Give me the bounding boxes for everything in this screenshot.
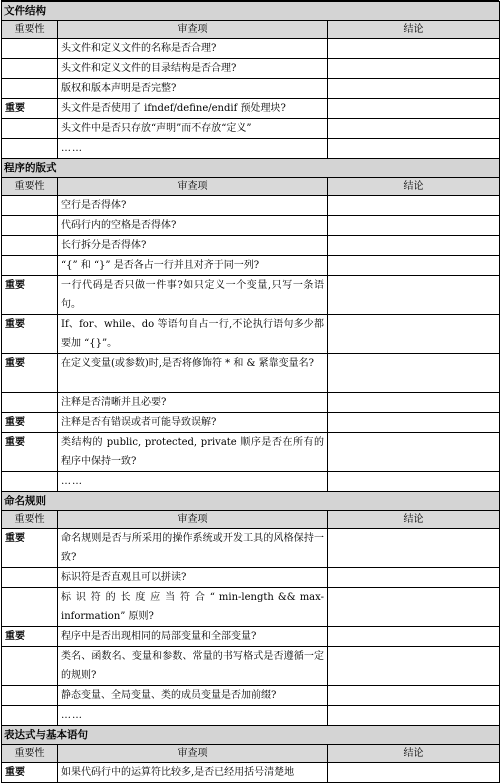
checklist-row xyxy=(2,686,500,706)
header-item: 审查项 xyxy=(58,511,328,529)
header-conclusion: 结论 xyxy=(328,511,500,529)
code-review-checklist-table xyxy=(1,1,500,783)
importance-cell xyxy=(2,39,58,59)
importance-cell: 重要 xyxy=(2,763,58,783)
checklist-row xyxy=(2,706,500,726)
column-header-row xyxy=(2,511,500,529)
conclusion-cell[interactable] xyxy=(328,763,500,783)
conclusion-cell[interactable] xyxy=(328,99,500,119)
review-item-cell: …… xyxy=(58,706,328,726)
checklist-row xyxy=(2,216,500,236)
header-item: 审查项 xyxy=(58,745,328,763)
header-importance: 重要性 xyxy=(2,178,58,196)
conclusion-cell[interactable] xyxy=(328,568,500,588)
conclusion-cell[interactable] xyxy=(328,39,500,59)
conclusion-cell[interactable] xyxy=(328,139,500,159)
importance-cell xyxy=(2,59,58,79)
review-item-cell: 头文件和定义文件的目录结构是否合理? xyxy=(58,59,328,79)
conclusion-cell[interactable] xyxy=(328,413,500,433)
review-item-cell: 头文件中是否只存放“声明”而不存放“定义” xyxy=(58,119,328,139)
importance-cell xyxy=(2,647,58,686)
review-item-cell: 标识符是否直观且可以拼读? xyxy=(58,568,328,588)
importance-cell xyxy=(2,686,58,706)
importance-cell xyxy=(2,79,58,99)
review-item-cell: 静态变量、全局变量、类的成员变量是否加前缀? xyxy=(58,686,328,706)
checklist-row xyxy=(2,119,500,139)
importance-cell xyxy=(2,119,58,139)
review-item-cell: 命名规则是否与所采用的操作系统或开发工具的风格保持一致? xyxy=(58,529,328,568)
checklist-row xyxy=(2,354,500,393)
importance-cell: 重要 xyxy=(2,529,58,568)
conclusion-cell[interactable] xyxy=(328,686,500,706)
review-item-cell: …… xyxy=(58,472,328,492)
importance-cell: 重要 xyxy=(2,99,58,119)
header-conclusion: 结论 xyxy=(328,178,500,196)
importance-cell: 重要 xyxy=(2,354,58,393)
importance-cell xyxy=(2,236,58,256)
review-item-cell: 程序中是否出现相同的局部变量和全部变量? xyxy=(58,627,328,647)
checklist-row xyxy=(2,627,500,647)
conclusion-cell[interactable] xyxy=(328,216,500,236)
section-title: 文件结构 xyxy=(2,2,500,21)
conclusion-cell[interactable] xyxy=(328,236,500,256)
checklist-row xyxy=(2,256,500,276)
section-title: 表达式与基本语句 xyxy=(2,726,500,745)
review-checklist-page xyxy=(1,0,499,783)
review-item-cell: 空行是否得体? xyxy=(58,196,328,216)
review-item-cell: 标 识 符 的 长 度 应 当 符 合 “ min-length && max-information” 原则? xyxy=(58,588,328,627)
importance-cell: 重要 xyxy=(2,315,58,354)
section-title-row xyxy=(2,726,500,745)
conclusion-cell[interactable] xyxy=(328,119,500,139)
importance-cell xyxy=(2,256,58,276)
review-item-cell: 类结构的 public, protected, private 顺序是否在所有的程序中保持一致? xyxy=(58,433,328,472)
conclusion-cell[interactable] xyxy=(328,256,500,276)
review-item-cell: 头文件是否使用了 ifndef/define/endif 预处理块? xyxy=(58,99,328,119)
section-title-row xyxy=(2,159,500,178)
importance-cell: 重要 xyxy=(2,433,58,472)
conclusion-cell[interactable] xyxy=(328,393,500,413)
checklist-row xyxy=(2,472,500,492)
review-item-cell: “{” 和 “}” 是否各占一行并且对齐于同一列? xyxy=(58,256,328,276)
importance-cell xyxy=(2,393,58,413)
checklist-row xyxy=(2,433,500,472)
section-title-row xyxy=(2,2,500,21)
header-item: 审查项 xyxy=(58,178,328,196)
checklist-row xyxy=(2,99,500,119)
importance-cell xyxy=(2,139,58,159)
conclusion-cell[interactable] xyxy=(328,276,500,315)
column-header-row xyxy=(2,745,500,763)
checklist-row xyxy=(2,59,500,79)
checklist-row xyxy=(2,529,500,568)
importance-cell xyxy=(2,568,58,588)
conclusion-cell[interactable] xyxy=(328,472,500,492)
conclusion-cell[interactable] xyxy=(328,627,500,647)
importance-cell xyxy=(2,472,58,492)
checklist-row xyxy=(2,588,500,627)
conclusion-cell[interactable] xyxy=(328,529,500,568)
checklist-row xyxy=(2,196,500,216)
checklist-row xyxy=(2,236,500,256)
review-item-cell: 一行代码是否只做一件事?如只定义一个变量,只写一条语句。 xyxy=(58,276,328,315)
conclusion-cell[interactable] xyxy=(328,354,500,393)
conclusion-cell[interactable] xyxy=(328,196,500,216)
importance-cell xyxy=(2,196,58,216)
checklist-row xyxy=(2,647,500,686)
importance-cell: 重要 xyxy=(2,413,58,433)
conclusion-cell[interactable] xyxy=(328,647,500,686)
header-conclusion: 结论 xyxy=(328,21,500,39)
checklist-row xyxy=(2,315,500,354)
checklist-row xyxy=(2,413,500,433)
review-item-cell: 类名、函数名、变量和参数、常量的书写格式是否遵循一定的规则? xyxy=(58,647,328,686)
review-item-cell: 在定义变量(或参数)时,是否将修饰符 * 和 & 紧靠变量名? xyxy=(58,354,328,393)
importance-cell: 重要 xyxy=(2,627,58,647)
review-item-cell: 注释是否有错误或者可能导致误解? xyxy=(58,413,328,433)
header-importance: 重要性 xyxy=(2,21,58,39)
column-header-row xyxy=(2,178,500,196)
conclusion-cell[interactable] xyxy=(328,315,500,354)
header-item: 审查项 xyxy=(58,21,328,39)
review-item-cell: If、for、while、do 等语句自占一行,不论执行语句多少都要加 “{}”。 xyxy=(58,315,328,354)
checklist-row xyxy=(2,763,500,783)
section-title: 程序的版式 xyxy=(2,159,500,178)
conclusion-cell[interactable] xyxy=(328,79,500,99)
importance-cell xyxy=(2,706,58,726)
header-importance: 重要性 xyxy=(2,745,58,763)
review-item-cell: 如果代码行中的运算符比较多,是否已经用括号清楚地 xyxy=(58,763,328,783)
importance-cell: 重要 xyxy=(2,276,58,315)
checklist-row xyxy=(2,393,500,413)
header-conclusion: 结论 xyxy=(328,745,500,763)
conclusion-cell[interactable] xyxy=(328,706,500,726)
checklist-row xyxy=(2,39,500,59)
review-item-cell: 长行拆分是否得体? xyxy=(58,236,328,256)
review-item-cell: …… xyxy=(58,139,328,159)
column-header-row xyxy=(2,21,500,39)
checklist-row xyxy=(2,79,500,99)
review-item-cell: 注释是否清晰并且必要? xyxy=(58,393,328,413)
section-title: 命名规则 xyxy=(2,492,500,511)
importance-cell xyxy=(2,216,58,236)
review-item-cell: 版权和版本声明是否完整? xyxy=(58,79,328,99)
checklist-row xyxy=(2,568,500,588)
conclusion-cell[interactable] xyxy=(328,433,500,472)
review-item-cell: 代码行内的空格是否得体? xyxy=(58,216,328,236)
section-title-row xyxy=(2,492,500,511)
checklist-row xyxy=(2,276,500,315)
conclusion-cell[interactable] xyxy=(328,588,500,627)
conclusion-cell[interactable] xyxy=(328,59,500,79)
review-item-cell: 头文件和定义文件的名称是否合理? xyxy=(58,39,328,59)
checklist-row xyxy=(2,139,500,159)
header-importance: 重要性 xyxy=(2,511,58,529)
importance-cell xyxy=(2,588,58,627)
